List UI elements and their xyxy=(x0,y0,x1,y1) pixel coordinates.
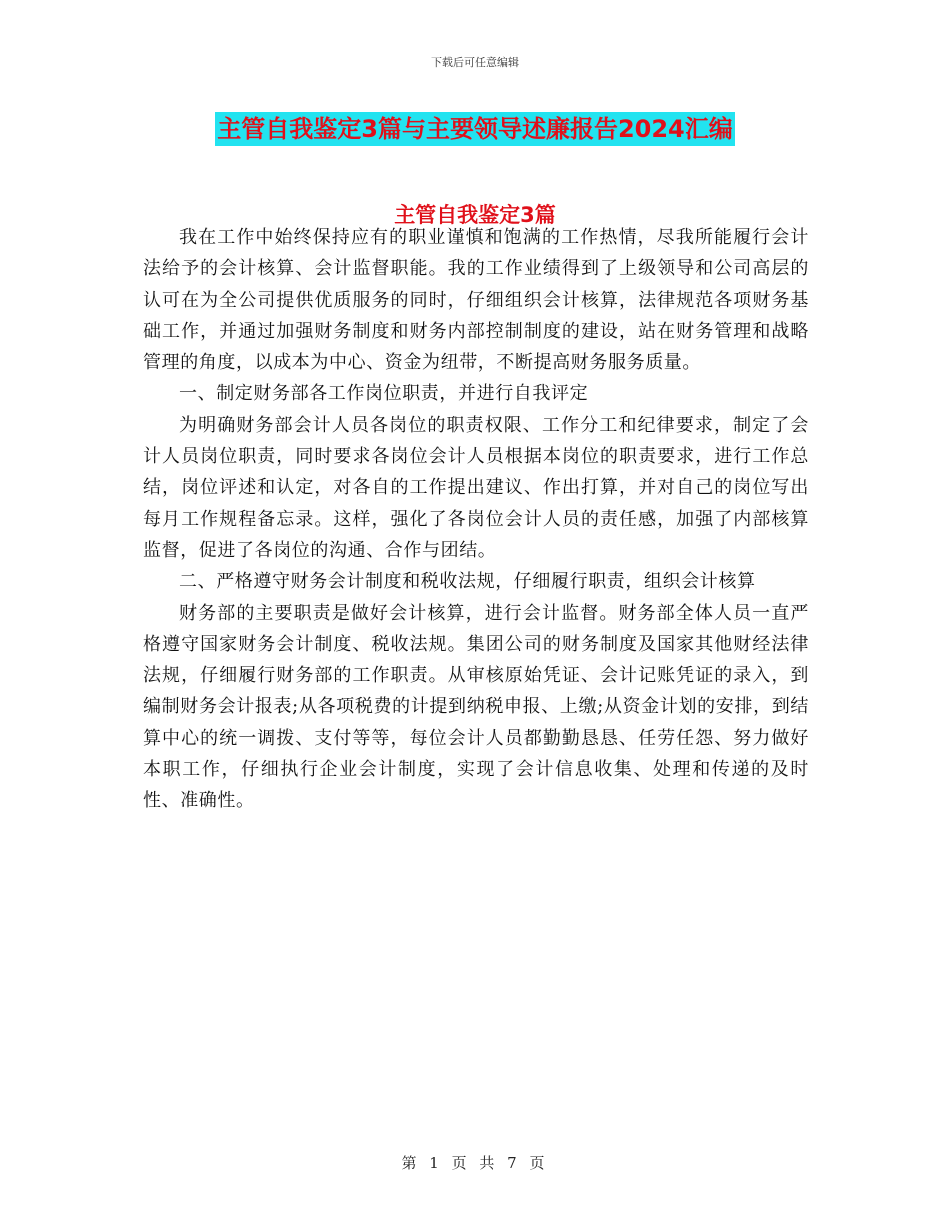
header-note: 下载后可任意编辑 xyxy=(431,56,519,69)
paragraph-item-two: 财务部的主要职责是做好会计核算，进行会计监督。财务部全体人员一直严格遵守国家财务会计制度、税收法规。集团公司的财务制度及国家其他财经法律法规，仔细履行财务部的工作职责。从审核原始凭证、会计记账凭证的录入，到编制财务会计报表;从各项税费的计提到纳税申报、上缴;从资金计划的安排，到结算中心的统一调拨、支付等等，每位会计人员都勤勤恳恳、任劳任怨、努力做好本职工作，仔细执行企业会计制度，实现了会计信息收集、处理和传递的及时性、准确性。 xyxy=(143,602,809,812)
heading-item-two: 二、严格遵守财务会计制度和税收法规，仔细履行职责，组织会计核算 xyxy=(179,571,756,593)
paragraph-intro: 我在工作中始终保持应有的职业谨慎和饱满的工作热情，尽我所能履行会计法给予的会计核算、会计监督职能。我的工作业绩得到了上级领导和公司高层的认可在为全公司提供优质服务的同时，仔细组织会计核算，法律规范各项财务基础工作，并通过加强财务制度和财务内部控制制度的建设，站在财务管理和战略管理的角度，以成本为中心、资金为纽带，不断提高财务服务质量。 xyxy=(143,227,809,374)
page-number-footer: 第 1 页 共 7 页 xyxy=(401,1154,549,1172)
paragraph-item-one: 为明确财务部会计人员各岗位的职责权限、工作分工和纪律要求，制定了会计人员岗位职责，同时要求各岗位会计人员根据本岗位的职责要求，进行工作总结，岗位评述和认定，对各自的工作提出建议、作出打算，并对自己的岗位写出每月工作规程备忘录。这样，强化了各岗位会计人员的责任感，加强了内部核算监督，促进了各岗位的沟通、合作与团结。 xyxy=(143,414,809,561)
section-title: 主管自我鉴定3篇 xyxy=(394,203,556,227)
heading-item-one: 一、制定财务部各工作岗位职责，并进行自我评定 xyxy=(179,383,589,405)
main-title-container xyxy=(0,112,950,146)
document-body xyxy=(143,222,809,817)
document-main-title: 主管自我鉴定3篇与主要领导述廉报告2024汇编 xyxy=(215,112,735,146)
